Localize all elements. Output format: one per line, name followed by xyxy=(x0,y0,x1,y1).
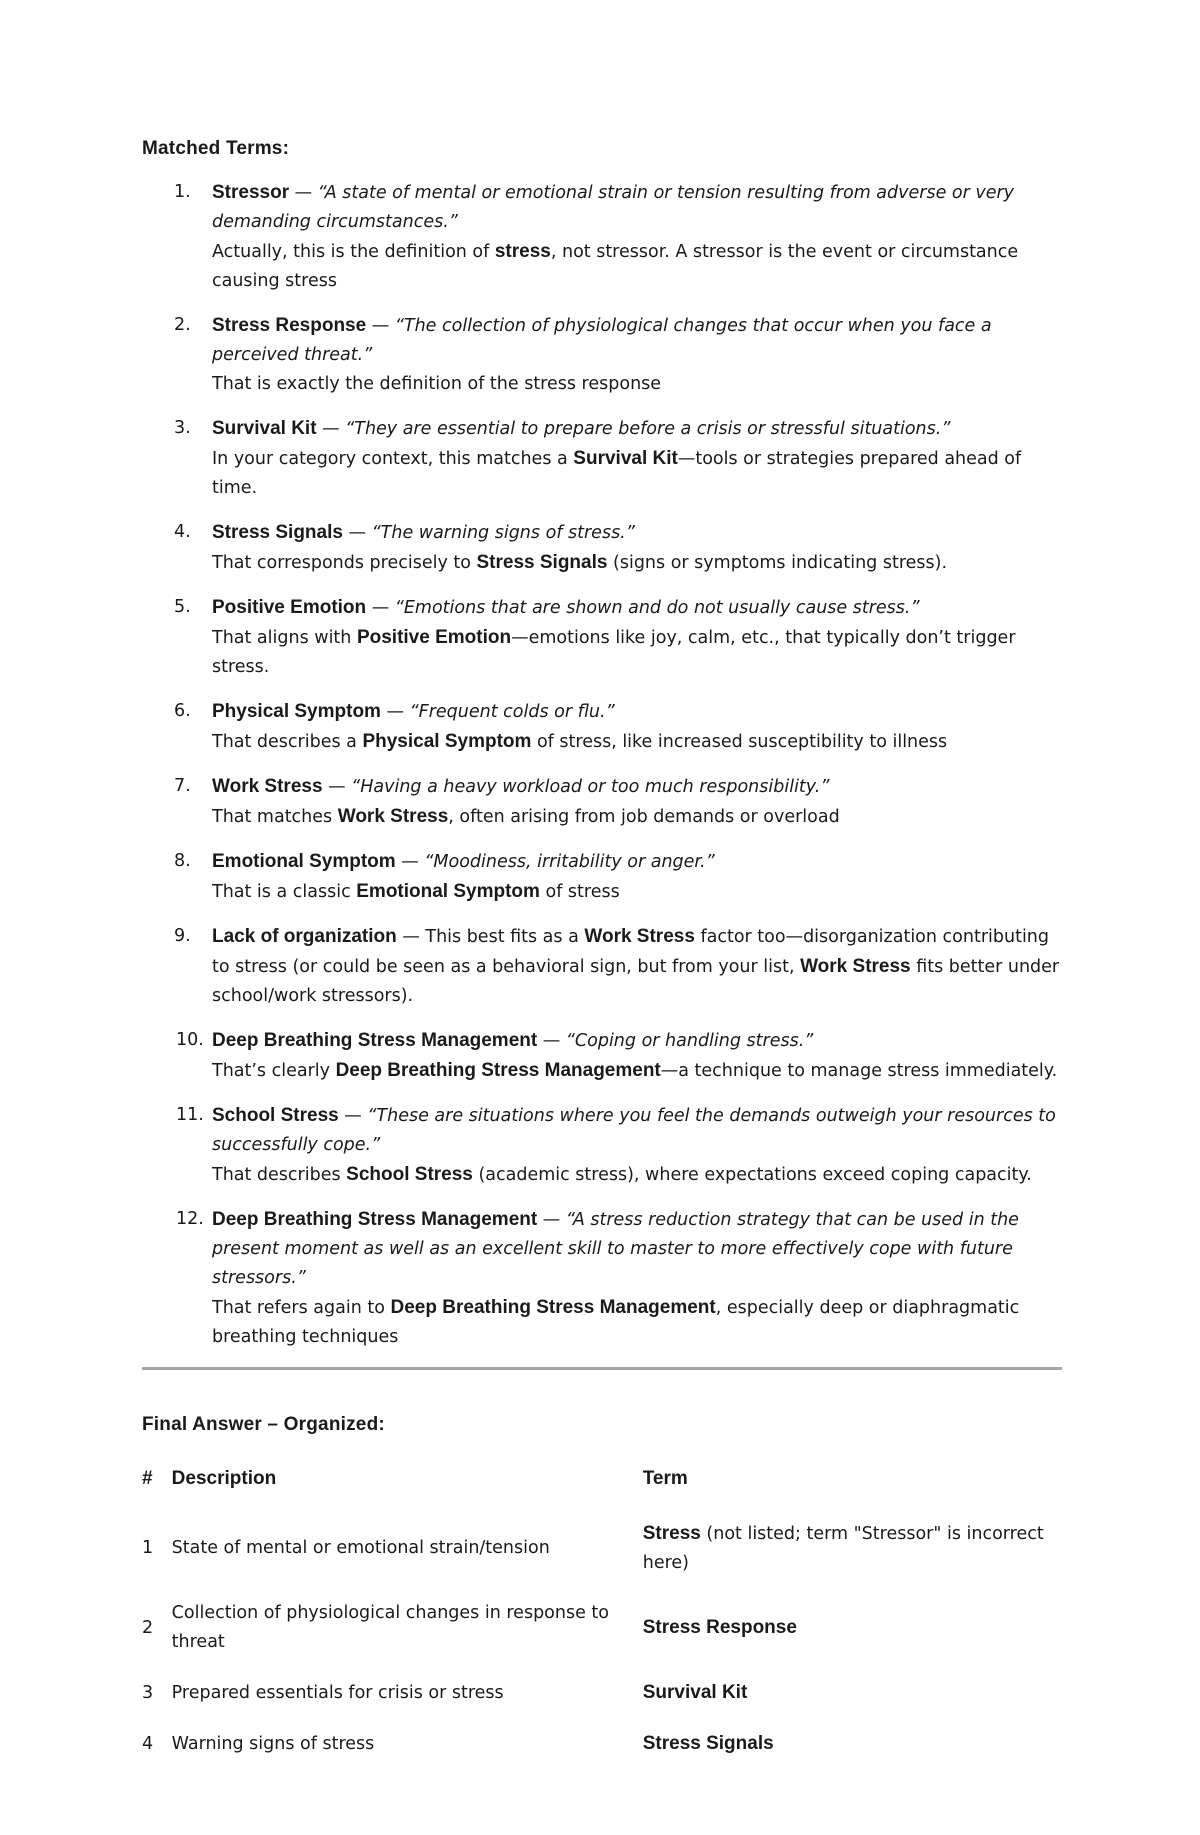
document-page xyxy=(142,138,1062,1772)
matched-terms-heading: Matched Terms: xyxy=(142,138,290,159)
column-header-description: Description xyxy=(171,1468,277,1489)
column-header-term: Term xyxy=(642,1468,688,1489)
list-item: 10. Deep Breathing Stress Management — “Coping or handling stress.” That’s clearly Deep Breathing Stress Management—a technique to manage stress immediately. xyxy=(176,1030,1058,1081)
table-header-row xyxy=(142,1454,1062,1511)
table-row: 1 State of mental or emotional strain/tension Stress (not listed; term "Stressor" is incorrect here) xyxy=(142,1523,1044,1573)
list-item: 5. Positive Emotion — “Emotions that are shown and do not usually cause stress.” That aligns with Positive Emotion—emotions like joy, calm, etc., that typically don’t trigger stress. xyxy=(174,597,1016,677)
column-header-num: # xyxy=(142,1468,153,1489)
list-item: 8. Emotional Symptom — “Moodiness, irritability or anger.” That is a classic Emotional Symptom of stress xyxy=(174,851,715,902)
final-answer-heading: Final Answer – Organized: xyxy=(142,1414,385,1435)
table-row: 3 Prepared essentials for crisis or stress Survival Kit xyxy=(142,1682,748,1703)
horizontal-divider xyxy=(142,1367,1062,1370)
list-item: 7. Work Stress — “Having a heavy workload or too much responsibility.” That matches Work Stress, often arising from job demands or overload xyxy=(174,776,840,827)
list-item: 4. Stress Signals — “The warning signs of stress.” That corresponds precisely to Stress Signals (signs or symptoms indicating stress). xyxy=(174,522,948,573)
final-answer-table xyxy=(142,1454,1062,1772)
list-item: 9. Lack of organization — This best fits as a Work Stress factor too—disorganization contributing to stress (or could be seen as a behavioral sign, but from your list, Work Stress fits better under school/work stressors). xyxy=(174,926,1060,1006)
table-row: 2 Collection of physiological changes in response to threat Stress Response xyxy=(142,1603,797,1652)
table-row: 4 Warning signs of stress Stress Signals xyxy=(142,1733,774,1754)
list-item: 3. Survival Kit — “They are essential to prepare before a crisis or stressful situations.” In your category context, this matches a Survival Kit—tools or strategies prepared ahead of time. xyxy=(174,418,1022,498)
list-item: 6. Physical Symptom — “Frequent colds or flu.” That describes a Physical Symptom of stress, like increased susceptibility to illness xyxy=(174,701,948,752)
list-item: 2. Stress Response — “The collection of physiological changes that occur when you face a perceived threat.” That is exactly the definition of the stress response xyxy=(174,315,992,394)
list-item: 12. Deep Breathing Stress Management — “A stress reduction strategy that can be used in the present moment as well as an excellent skill to master to more effectively cope with future stressors.” That refers again to Deep Breathing Stress Management, especially deep or diaphragmatic breathing techniques xyxy=(176,1209,1020,1347)
matched-terms-list xyxy=(142,178,1062,1352)
list-item: 11. School Stress — “These are situations where you feel the demands outweigh your resources to successfully cope.” That describes School Stress (academic stress), where expectations exceed coping capacity. xyxy=(176,1105,1056,1185)
list-item: 1. Stressor — “A state of mental or emotional strain or tension resulting from adverse or very demanding circumstances.” Actually, this is the definition of stress, not stressor. A stressor is the event or circumstance causing stress xyxy=(174,182,1019,291)
